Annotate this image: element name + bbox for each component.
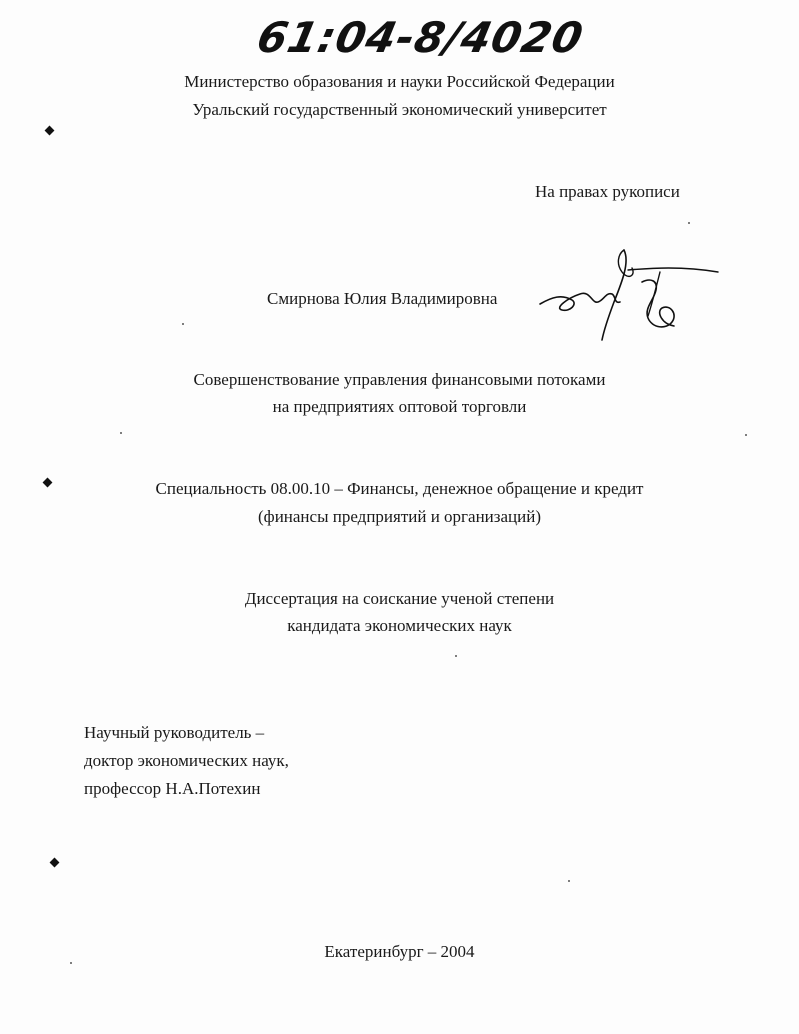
specialty-line-1: Специальность 08.00.10 – Финансы, денежное обращение и кредит	[155, 479, 644, 498]
city-year: Екатеринбург – 2004	[324, 942, 475, 961]
supervisor-line-3: профессор Н.А.Потехин	[84, 779, 261, 798]
author-name: Смирнова Юлия Владимировна	[267, 289, 498, 308]
degree-line-2: кандидата экономических наук	[287, 616, 512, 635]
degree-line-1: Диссертация на соискание ученой степени	[244, 589, 555, 608]
supervisor-line-2: доктор экономических наук,	[84, 751, 289, 770]
scan-speck	[182, 323, 184, 325]
ministry-line: Министерство образования и науки Российской Федерации	[184, 72, 615, 91]
scan-speck	[70, 962, 72, 964]
punch-mark-bottom	[50, 858, 60, 868]
archive-code-handwritten: 61:04-8/4020	[252, 13, 588, 62]
author-signature	[532, 242, 732, 347]
punch-mark-top	[45, 126, 55, 136]
scan-speck	[568, 880, 570, 882]
title-line-1: Совершенствование управления финансовыми потоками	[193, 370, 606, 389]
scan-speck	[120, 432, 122, 434]
supervisor-line-1: Научный руководитель –	[84, 723, 265, 742]
scan-speck	[455, 655, 457, 657]
university-line: Уральский государственный экономический университет	[192, 100, 607, 119]
title-line-2: на предприятиях оптовой торговли	[272, 397, 527, 416]
specialty-line-2: (финансы предприятий и организаций)	[258, 507, 541, 526]
rights-note: На правах рукописи	[535, 182, 680, 201]
scan-speck	[745, 434, 747, 436]
scan-speck	[688, 222, 690, 224]
